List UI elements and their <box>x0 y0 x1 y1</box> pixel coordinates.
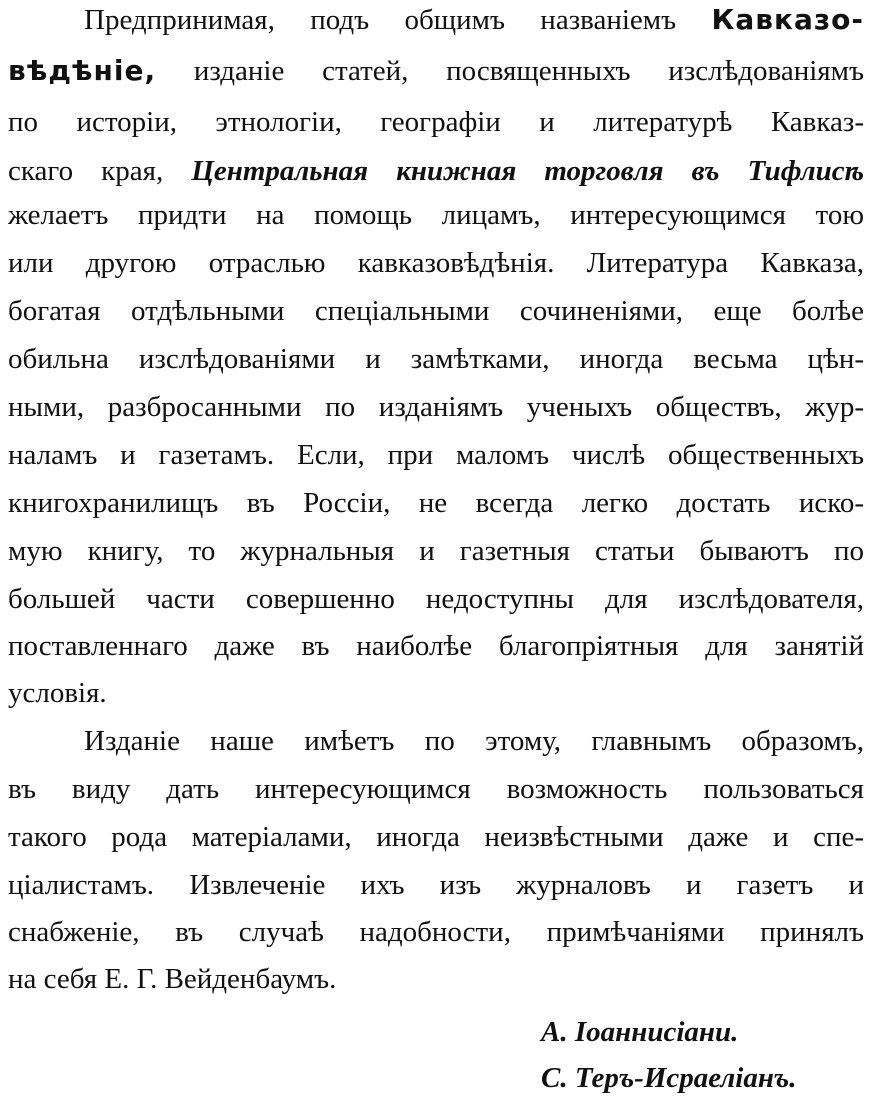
paragraph-2-line-6: на себя Е. Г. Вейденбаумъ. <box>8 963 337 995</box>
paragraph-1-line-11: книгохранилищъ въ Россіи, не всегда легко достать иско- <box>8 487 864 519</box>
paragraph-2-line-5: снабженіе, въ случаѣ надобности, примѣчаніями принялъ <box>8 916 864 948</box>
paragraph-2-line-1: Изданіе наше имѣетъ по этому, главнымъ образомъ, <box>84 725 864 757</box>
paragraph-2-line-4: ціалистамъ. Извлеченіе ихъ изъ журналовъ и газетъ и <box>8 869 864 901</box>
paragraph-1-line-1 <box>84 2 864 38</box>
p1-line1-text: Предпринимая, подъ общимъ названіемъ <box>84 4 677 36</box>
paragraph-1-line-13: большей части совершенно недоступны для изслѣдователя, <box>8 583 864 615</box>
paragraph-1-line-14: поставленнаго даже въ наиболѣе благопріятныя для занятій <box>8 630 864 662</box>
paragraph-1-line-8: обильна изслѣдованіями и замѣтками, иногда весьма цѣн- <box>8 343 864 375</box>
series-title-part1: Кавказо- <box>711 3 864 36</box>
paragraph-1-line-15: условія. <box>8 677 107 709</box>
paragraph-1-line-4 <box>8 153 864 189</box>
publisher-name: Центральная книжная торговля въ Тифлисѣ <box>191 155 864 187</box>
paragraph-1-line-2 <box>8 53 864 89</box>
paragraph-1-line-3: по исторіи, этнологіи, географіи и литературѣ Кавказ- <box>8 106 864 138</box>
p1-line2-text: изданіе статей, посвященныхъ изслѣдованіямъ <box>193 55 864 87</box>
paragraph-1-line-7: богатая отдѣльными спеціальными сочиненіями, еще болѣе <box>8 295 864 327</box>
paragraph-2-line-3: такого рода матеріалами, иногда неизвѣстными даже и спе- <box>8 821 864 853</box>
p1-line4-text: скаго края, <box>8 155 164 187</box>
signature-ioannisiani: А. Іоаннисіани. <box>541 1016 739 1048</box>
signature-ter-israelian: С. Теръ-Исраеліанъ. <box>541 1062 797 1094</box>
paragraph-1-line-10: наламъ и газетамъ. Если, при маломъ числѣ общественныхъ <box>8 439 864 471</box>
paragraph-1-line-5: желаетъ придти на помощь лицамъ, интересующимся тою <box>8 199 864 231</box>
paragraph-2-line-2: въ виду дать интересующимся возможность пользоваться <box>8 773 864 805</box>
paragraph-1-line-9: ными, разбросанными по изданіямъ ученыхъ обществъ, жур- <box>8 391 864 423</box>
paragraph-1-line-6: или другою отраслью кавказовѣдѣнія. Литература Кавказа, <box>8 247 864 279</box>
series-title-part2: вѣдѣніе, <box>8 54 157 87</box>
paragraph-1-line-12: мую книгу, то журнальныя и газетныя статьи бываютъ по <box>8 535 864 567</box>
